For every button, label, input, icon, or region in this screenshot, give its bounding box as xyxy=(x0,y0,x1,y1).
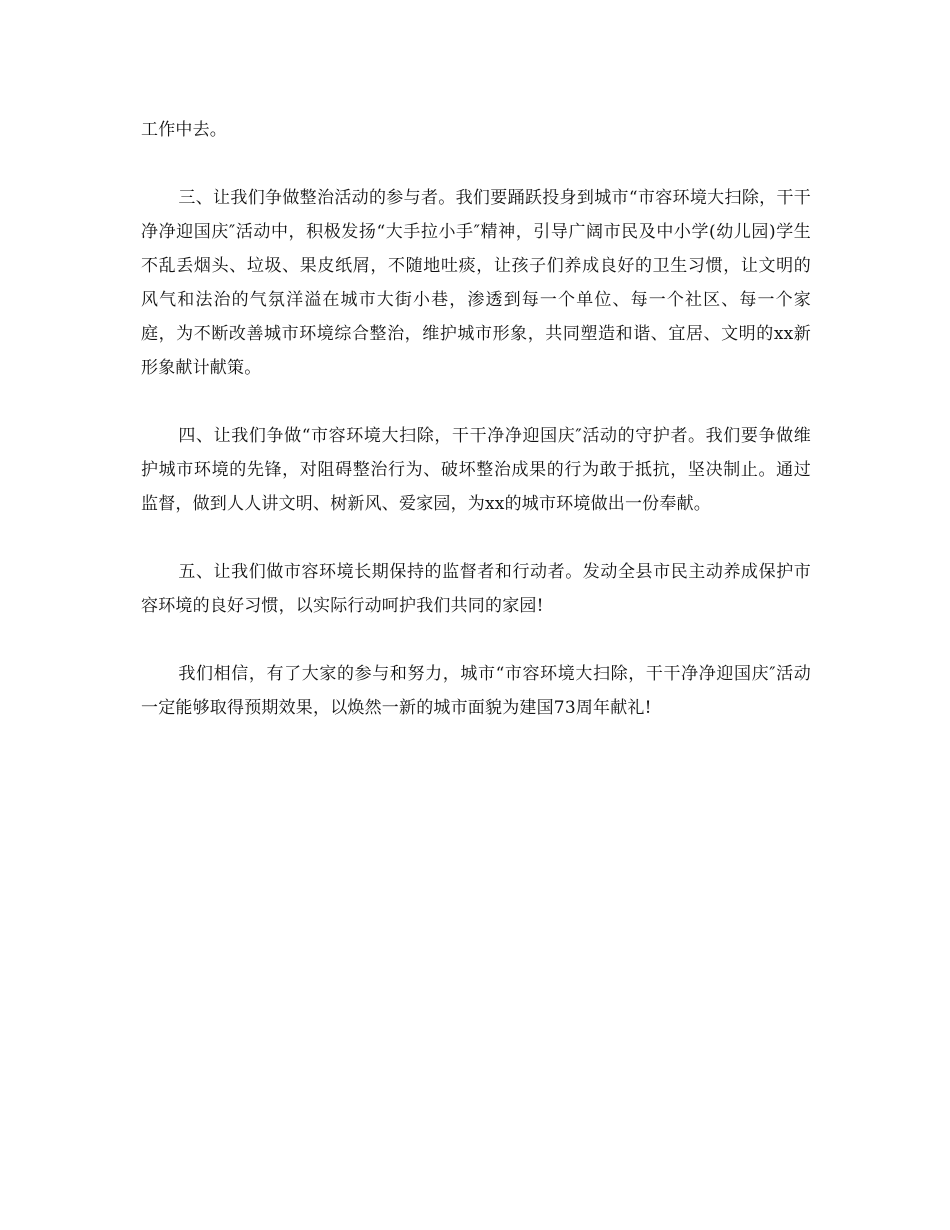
paragraph-continuation: 工作中去。 xyxy=(141,120,227,140)
paragraph-closing: 我们相信，有了大家的参与和努力，城市“市容环境大扫除，干干净净迎国庆″活动一定能够取得预期效果，以焕然一新的城市面貌为建国73周年献礼! xyxy=(141,664,811,718)
paragraph-section-four: 四、让我们争做“市容环境大扫除，干干净净迎国庆″活动的守护者。我们要争做维护城市环境的先锋，对阻碍整治行为、破坏整治成果的行为敢于抵抗，坚决制止。通过监督，做到人人讲文明、树新风、爱家园，为xx的城市环境做出一份奉献。 xyxy=(141,426,811,514)
paragraph-section-five: 五、让我们做市容环境长期保持的监督者和行动者。发动全县市民主动养成保护市容环境的良好习惯，以实际行动呵护我们共同的家园! xyxy=(141,562,811,616)
paragraph-section-three: 三、让我们争做整治活动的参与者。我们要踊跃投身到城市“市容环境大扫除，干干净净迎国庆″活动中，积极发扬“大手拉小手″精神，引导广阔市民及中小学(幼儿园)学生不乱丢烟头、垃圾、果皮纸屑，不随地吐痰，让孩子们养成良好的卫生习惯，让文明的风气和法治的气氛洋溢在城市大街小巷，渗透到每一个单位、每一个社区、每一个家庭，为不断改善城市环境综合整治，维护城市形象，共同塑造和谐、宜居、文明的xx新形象献计献策。 xyxy=(141,188,811,378)
document-body xyxy=(141,113,811,759)
